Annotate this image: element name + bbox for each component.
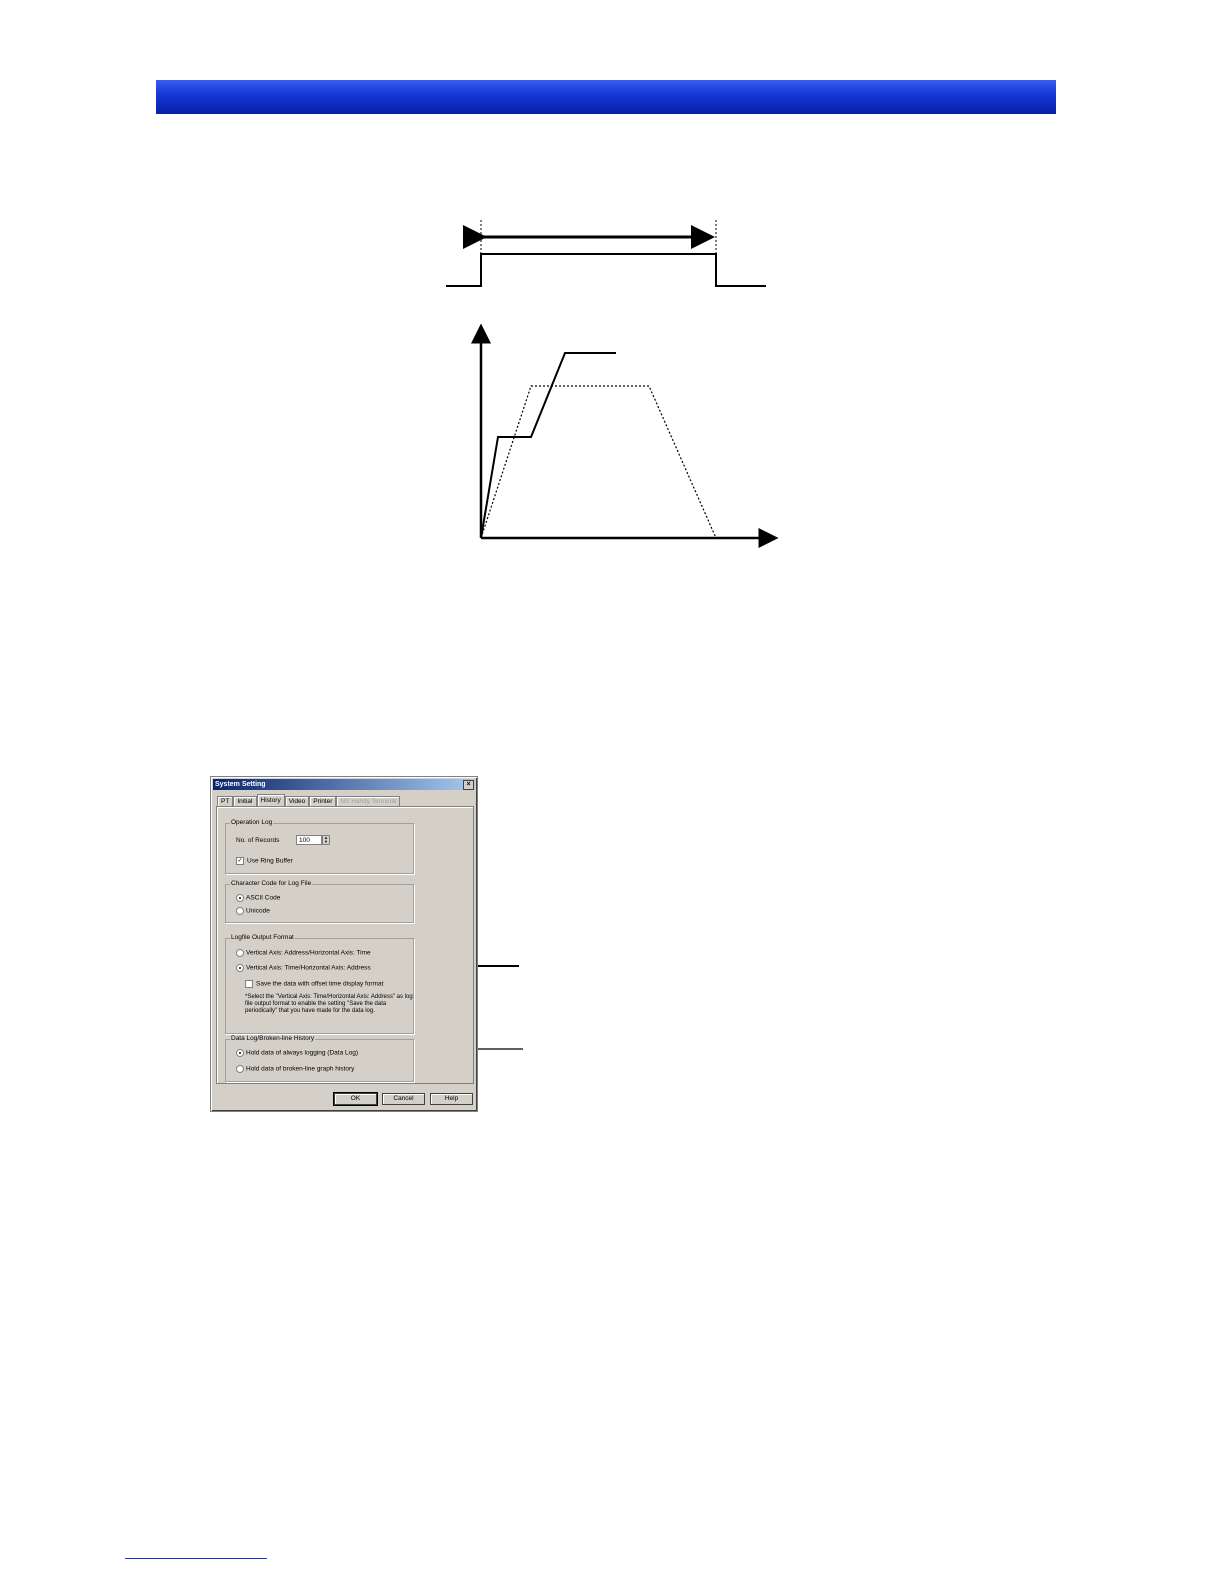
help-button[interactable]: Help <box>430 1093 473 1105</box>
char-code-title: Character Code for Log File <box>231 880 312 887</box>
format-option-1-radio[interactable] <box>236 949 244 957</box>
format-note: *Select the "Vertical Axis: Time/Horizontal Axis: Address" as log file output format to enable the setting "Save the data periodically" that you have made for the data log. <box>245 994 413 1014</box>
ok-button[interactable]: OK <box>334 1093 377 1105</box>
data-log-group <box>225 1035 414 1082</box>
format-option-2[interactable] <box>236 964 371 973</box>
tab-history[interactable]: History <box>257 794 285 806</box>
char-code-group <box>225 880 414 923</box>
data-log-option-2[interactable] <box>236 1065 354 1074</box>
format-option-1-label: Vertical Axis: Address/Horizontal Axis: Time <box>246 949 371 957</box>
offset-option[interactable] <box>245 980 383 989</box>
ascii-label: ASCII Code <box>246 894 281 902</box>
data-log-option-2-radio[interactable] <box>236 1065 244 1073</box>
ascii-radio[interactable] <box>236 894 244 902</box>
operation-log-title: Operation Log <box>231 819 273 826</box>
data-log-option-2-label: Hold data of broken-line graph history <box>246 1065 355 1073</box>
close-button[interactable]: × <box>463 780 474 790</box>
tab-video[interactable]: Video <box>285 796 310 806</box>
records-spinner[interactable]: ▲ ▼ <box>322 835 330 845</box>
operation-log-group <box>225 819 414 874</box>
tab-printer[interactable]: Printer <box>309 796 336 806</box>
tab-pt[interactable]: PT <box>217 796 233 806</box>
ring-buffer-checkbox[interactable]: ✓ <box>237 858 243 864</box>
ring-buffer-label: Use Ring Buffer <box>247 857 293 865</box>
format-option-2-radio[interactable] <box>236 964 244 972</box>
format-option-2-label: Vertical Axis: Time/Horizontal Axis: Address <box>246 964 371 972</box>
offset-label: Save the data with offset time display format <box>256 980 384 988</box>
data-log-option-1[interactable] <box>236 1049 358 1058</box>
logfile-format-title: Logfile Output Format <box>231 934 294 941</box>
dialog-title: System Setting <box>215 781 266 788</box>
ring-buffer-row[interactable] <box>236 857 293 866</box>
footer-link-underline <box>125 1558 267 1559</box>
unicode-label: Unicode <box>246 907 270 915</box>
unicode-radio[interactable] <box>236 907 244 915</box>
data-log-option-1-radio[interactable] <box>236 1049 244 1057</box>
dialog-titlebar <box>213 779 475 790</box>
tab-ns-handy-terminal[interactable]: NS Handy Terminal <box>336 796 400 806</box>
format-option-1[interactable] <box>236 949 371 958</box>
offset-checkbox[interactable] <box>245 980 253 988</box>
system-setting-dialog <box>210 776 478 1112</box>
data-log-option-1-label: Hold data of always logging (Data Log) <box>246 1049 359 1057</box>
ascii-option[interactable] <box>236 894 280 903</box>
logfile-format-group <box>225 934 414 1034</box>
records-input[interactable]: 100 <box>296 835 322 845</box>
tab-initial[interactable]: Initial <box>233 796 256 806</box>
records-label: No. of Records <box>236 837 280 844</box>
cancel-button[interactable]: Cancel <box>382 1093 425 1105</box>
tab-strip <box>217 794 400 806</box>
data-log-title: Data Log/Broken-line History <box>231 1035 315 1042</box>
history-panel <box>216 806 474 1084</box>
unicode-option[interactable] <box>236 907 270 916</box>
